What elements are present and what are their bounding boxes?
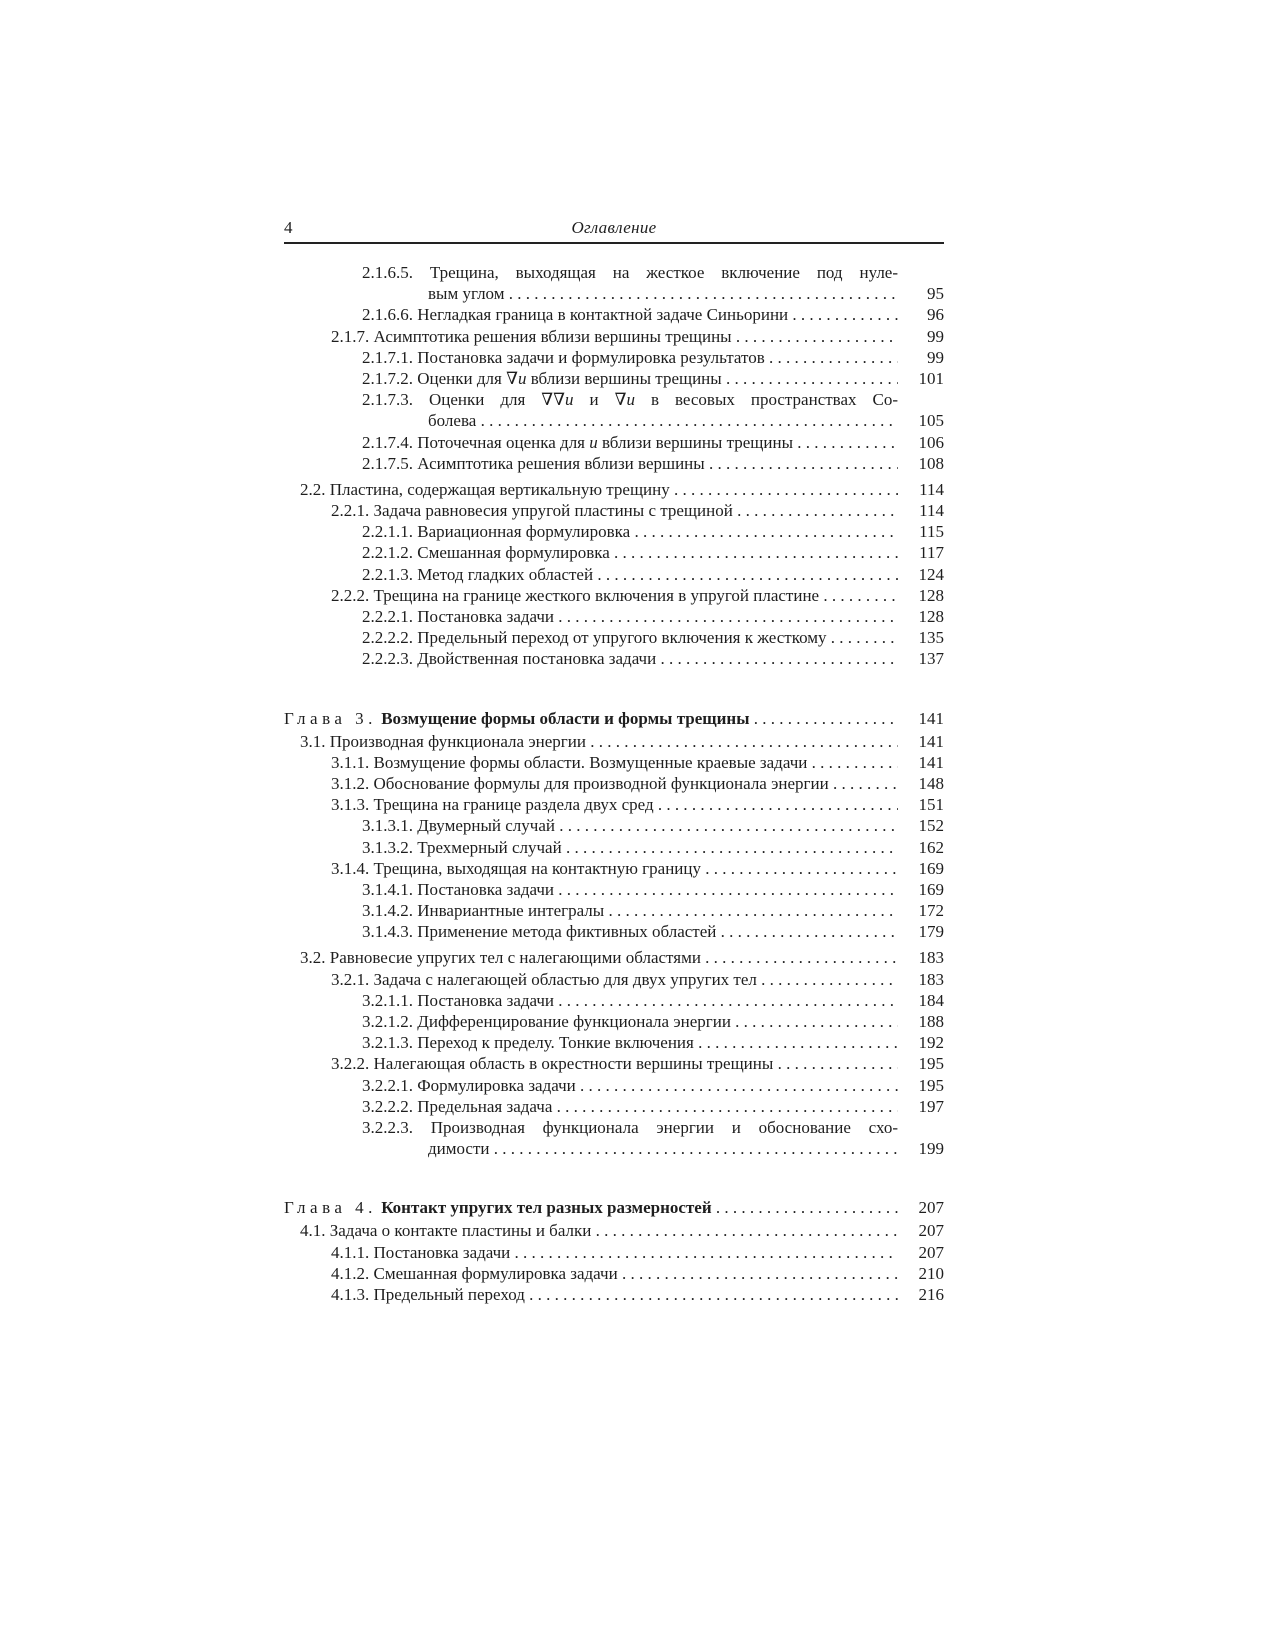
toc-chapter-3[interactable]	[284, 706, 944, 731]
entry-page: 99	[927, 347, 944, 367]
entry-number: 3.2.2.3.	[362, 1117, 413, 1137]
entry-page: 117	[919, 543, 944, 563]
entry-title: Смешанная формулировка	[417, 543, 610, 563]
toc-entry-2-1-7-4[interactable]: 2.1.7.4. Поточечная оценка для u вблизи вершины трещины . . . 106	[284, 432, 944, 453]
entry-number: 3.2.1.2.	[362, 1012, 413, 1032]
toc-entry-3-1-3-2[interactable]	[284, 837, 944, 858]
entry-number: 3.2.2.	[331, 1054, 370, 1074]
toc-entry-2-1-6-5[interactable]	[284, 262, 944, 304]
entry-title: Задача с налегающей областью для двух упругих тел	[373, 969, 757, 989]
running-title: Оглавление	[571, 218, 657, 237]
entry-page: 114	[919, 479, 944, 499]
toc-entry-3-1-1[interactable]	[284, 752, 944, 773]
entry-title: Трещина, выходящая на контактную границу	[373, 858, 701, 878]
entry-title: Равновесие упругих тел с налегающими областями	[329, 948, 701, 968]
entry-page: 148	[918, 773, 944, 793]
entry-number: 3.1.3.	[331, 795, 370, 815]
toc-entry-2-2-2[interactable]	[284, 585, 944, 606]
entry-title: Производная функционала энергии и обоснование схо-	[430, 1117, 898, 1137]
entry-number: 2.2.2.1.	[362, 607, 413, 627]
toc-entry-3-1-4-1[interactable]	[284, 879, 944, 900]
entry-page: 216	[918, 1284, 944, 1304]
entry-page: 106	[918, 432, 944, 452]
entry-title: Постановка задачи	[417, 879, 555, 899]
entry-page: 169	[918, 879, 944, 899]
entry-title-continued: болева . . .	[362, 410, 898, 431]
entry-title: Постановка задачи	[417, 990, 555, 1010]
entry-number: 2.1.7.2.	[362, 368, 413, 388]
entry-title-continued: вым углом . . .	[362, 283, 898, 304]
entry-number: 3.1.1.	[331, 752, 370, 772]
entry-title: Двумерный случай	[417, 816, 555, 836]
entry-number: 3.2.	[300, 948, 326, 968]
entry-page: 105	[918, 411, 944, 431]
entry-title-continued: димости . . .	[362, 1138, 898, 1159]
toc-entry-2-1-7-5[interactable]	[284, 453, 944, 474]
toc-entry-4-1[interactable]	[284, 1220, 944, 1241]
entry-title: Предельный переход	[373, 1284, 525, 1304]
chapter-title: Возмущение формы области и формы трещины	[381, 708, 750, 728]
entry-title: Трехмерный случай	[417, 837, 562, 857]
entry-page: 108	[918, 453, 944, 473]
toc-entry-3-2-2-2[interactable]	[284, 1096, 944, 1117]
toc-entry-3-1-2[interactable]	[284, 773, 944, 794]
entry-title: Двойственная постановка задачи	[417, 649, 657, 669]
entry-page: 141	[918, 708, 944, 728]
entry-number: 2.1.7.1.	[362, 347, 413, 367]
toc-entry-3-2-1-2[interactable]	[284, 1011, 944, 1032]
entry-page: 183	[918, 948, 944, 968]
entry-title: Предельный переход от упругого включения к жесткому	[417, 628, 827, 648]
toc-chapter-4[interactable]	[284, 1195, 944, 1220]
entry-number: 2.2.1.1.	[362, 522, 413, 542]
toc-entry-2-2-1-2[interactable]	[284, 542, 944, 563]
entry-title: Смешанная формулировка задачи	[373, 1263, 618, 1283]
entry-page: 199	[918, 1139, 944, 1159]
entry-page: 101	[918, 368, 944, 388]
entry-number: 2.2.1.2.	[362, 543, 413, 563]
entry-number: 4.1.3.	[331, 1284, 370, 1304]
toc-entry-2-1-6-6[interactable]	[284, 304, 944, 325]
entry-page: 128	[918, 607, 944, 627]
entry-title: Применение метода фиктивных областей	[417, 922, 717, 942]
nabla-symbol: ∇	[506, 368, 518, 389]
toc-entry-3-2-2[interactable]	[284, 1053, 944, 1074]
entry-number: 3.1.3.1.	[362, 816, 413, 836]
entry-title: Производная функционала энергии	[329, 731, 586, 751]
entry-title: Трещина, выходящая на жесткое включение под нуле-	[429, 263, 898, 282]
chapter-label: Глава 3.	[284, 708, 377, 728]
entry-number: 2.2.	[300, 479, 326, 499]
toc-entry-3-2[interactable]	[284, 947, 944, 968]
entry-page: 210	[918, 1263, 944, 1283]
entry-number: 3.1.4.1.	[362, 879, 413, 899]
toc-entry-2-2-2-2[interactable]	[284, 627, 944, 648]
entry-page: 169	[918, 858, 944, 878]
toc-entry-3-2-1[interactable]	[284, 969, 944, 990]
entry-title: Налегающая область в окрестности вершины трещины	[373, 1054, 774, 1074]
toc-entry-3-2-1-1[interactable]	[284, 990, 944, 1011]
entry-number: 3.2.1.1.	[362, 990, 413, 1010]
toc-entry-4-1-2[interactable]	[284, 1263, 944, 1284]
entry-number: 2.1.7.3.	[362, 390, 413, 410]
toc-entry-2-1-7-1[interactable]	[284, 347, 944, 368]
entry-number: 2.1.7.5.	[362, 453, 413, 473]
entry-page: 137	[918, 649, 944, 669]
entry-number: 4.1.2.	[331, 1263, 370, 1283]
page-number: 4	[284, 218, 293, 237]
entry-page: 183	[918, 969, 944, 989]
toc-entry-2-2-1-1[interactable]	[284, 521, 944, 542]
entry-title: Задача о контакте пластины и балки	[329, 1221, 592, 1241]
entry-title: Постановка задачи	[373, 1242, 511, 1262]
toc-entry-3-1[interactable]	[284, 731, 944, 752]
entry-title: Трещина на границе раздела двух сред	[373, 795, 654, 815]
entry-title: Трещина на границе жесткого включения в упругой пластине	[373, 585, 820, 605]
toc-entry-4-1-1[interactable]	[284, 1242, 944, 1263]
entry-page: 115	[919, 522, 944, 542]
entry-number: 3.1.4.	[331, 858, 370, 878]
entry-page: 162	[918, 837, 944, 857]
entry-page: 179	[918, 922, 944, 942]
entry-title: Дифференцирование функционала энергии	[417, 1012, 731, 1032]
chapter-title: Контакт упругих тел разных размерностей	[381, 1198, 712, 1218]
entry-page: 95	[927, 284, 944, 304]
entry-title: Пластина, содержащая вертикальную трещину	[329, 479, 670, 499]
entry-page: 197	[918, 1096, 944, 1116]
entry-page: 151	[918, 795, 944, 815]
entry-number: 3.2.1.3.	[362, 1033, 413, 1053]
entry-number: 3.2.2.1.	[362, 1075, 413, 1095]
entry-page: 195	[918, 1054, 944, 1074]
entry-title: Инвариантные интегралы	[417, 901, 605, 921]
entry-title: Негладкая граница в контактной задаче Синьорини	[417, 305, 789, 325]
entry-number: 4.1.1.	[331, 1242, 370, 1262]
entry-title: Постановка задачи	[417, 607, 555, 627]
entry-page: 172	[918, 901, 944, 921]
entry-page: 152	[918, 816, 944, 836]
toc-entry-3-1-3-1[interactable]	[284, 815, 944, 836]
entry-title: Предельная задача	[417, 1096, 553, 1116]
chapter-label: Глава 4.	[284, 1198, 377, 1218]
entry-title: Вариационная формулировка	[417, 522, 631, 542]
entry-number: 2.1.7.	[331, 326, 370, 346]
entry-number: 3.2.2.2.	[362, 1096, 413, 1116]
toc-entry-2-2-2-3[interactable]	[284, 648, 944, 669]
entry-number: 2.1.6.5.	[362, 263, 413, 282]
entry-page: 124	[918, 564, 944, 584]
entry-number: 2.2.1.3.	[362, 564, 413, 584]
entry-number: 3.1.4.3.	[362, 922, 413, 942]
entry-page: 195	[918, 1075, 944, 1095]
entry-number: 3.1.4.2.	[362, 901, 413, 921]
entry-page: 128	[918, 585, 944, 605]
running-header	[284, 216, 944, 244]
toc-entry-3-2-2-1[interactable]	[284, 1075, 944, 1096]
entry-title: Переход к пределу. Тонкие включения	[417, 1033, 694, 1053]
entry-page: 207	[918, 1198, 944, 1218]
math-variable-u: u	[517, 368, 527, 388]
entry-page: 141	[918, 731, 944, 751]
entry-number: 2.2.1.	[331, 501, 370, 521]
nabla-nabla-symbol: ∇∇	[541, 390, 566, 411]
math-variable-u: u	[589, 432, 598, 452]
toc-entry-3-2-2-3[interactable]	[284, 1117, 944, 1159]
entry-title: Возмущение формы области. Возмущенные краевые задачи	[373, 752, 808, 772]
entry-title: Формулировка задачи	[417, 1075, 576, 1095]
toc-entry-3-1-4[interactable]	[284, 858, 944, 879]
toc-entry-3-2-1-3[interactable]	[284, 1032, 944, 1053]
entry-title: Метод гладких областей	[417, 564, 594, 584]
math-variable-u: u	[565, 390, 574, 410]
toc-entry-2-1-7-3[interactable]: 2.1.7.3. Оценки для ∇∇u и ∇u в весовых пространствах Со- болева . . . 105	[284, 389, 944, 431]
entry-number: 3.1.	[300, 731, 326, 751]
entry-number: 2.2.2.	[331, 585, 370, 605]
toc-entry-3-1-4-2[interactable]	[284, 900, 944, 921]
entry-title: Обоснование формулы для производной функционала энергии	[373, 773, 829, 793]
entry-page: 207	[918, 1221, 944, 1241]
toc-entry-2-2-1-3[interactable]	[284, 564, 944, 585]
entry-page: 207	[918, 1242, 944, 1262]
entry-title: Постановка задачи и формулировка результатов	[417, 347, 765, 367]
entry-page: 188	[918, 1012, 944, 1032]
math-variable-u: u	[626, 390, 635, 410]
entry-page: 96	[927, 305, 944, 325]
entry-page: 99	[927, 326, 944, 346]
toc-entry-2-1-7[interactable]	[284, 326, 944, 347]
entry-page: 141	[918, 752, 944, 772]
entry-title: Асимптотика решения вблизи вершины	[417, 453, 705, 473]
entry-number: 2.2.2.2.	[362, 628, 413, 648]
entry-number: 2.1.7.4.	[362, 432, 413, 452]
entry-title: Асимптотика решения вблизи вершины трещины	[373, 326, 732, 346]
nabla-symbol: ∇	[614, 390, 627, 411]
toc-entry-2-2[interactable]	[284, 479, 944, 500]
entry-number: 2.2.2.3.	[362, 649, 413, 669]
entry-number: 2.1.6.6.	[362, 305, 413, 325]
entry-page: 114	[919, 501, 944, 521]
toc-entry-3-1-3[interactable]	[284, 794, 944, 815]
entry-number: 3.1.3.2.	[362, 837, 413, 857]
toc-entry-3-1-4-3[interactable]	[284, 921, 944, 942]
entry-page: 135	[918, 628, 944, 648]
entry-page: 184	[918, 990, 944, 1010]
toc-entry-2-2-2-1[interactable]	[284, 606, 944, 627]
toc-entry-2-1-7-2[interactable]: 2.1.7.2. Оценки для ∇u вблизи вершины трещины . . . 101	[284, 368, 944, 389]
toc-entry-4-1-3[interactable]	[284, 1284, 944, 1305]
entry-number: 3.1.2.	[331, 773, 370, 793]
entry-number: 3.2.1.	[331, 969, 370, 989]
entry-page: 192	[918, 1033, 944, 1053]
entry-title: Задача равновесия упругой пластины с трещиной	[373, 501, 733, 521]
toc-entry-2-2-1[interactable]	[284, 500, 944, 521]
table-of-contents	[284, 262, 944, 1305]
entry-number: 4.1.	[300, 1221, 326, 1241]
